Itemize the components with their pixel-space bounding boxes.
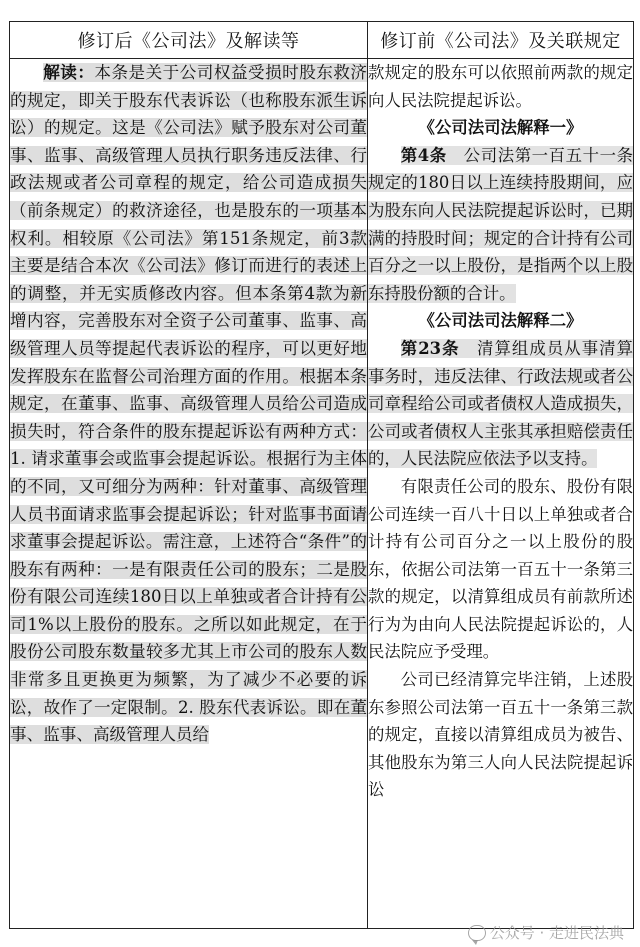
article-23-paragraph-2: 有限责任公司的股东、股份有限公司连续一百八十日以上单独或者合计持有公司百分之一以上股份的股东，依据公司法第一百五十一条第三款的规定，以清算组成员有前款所述行为为由向人民法院提起诉讼的，人民法院应予受理。 xyxy=(368,476,633,662)
article-23-text: 清算组成员从事清算事务时，违反法律、行政法规或者公司章程给公司或者债权人造成损失，公司或者债权人主张其承担赔偿责任的，人民法院应依法予以支持。 xyxy=(368,338,634,469)
watermark-text: 公众号 · 走进民法典 xyxy=(489,924,624,942)
header-row xyxy=(10,22,634,59)
article-23-number: 第23条 xyxy=(400,338,460,358)
interpretation-label: 解读 xyxy=(43,62,78,82)
chat-bubble-icon xyxy=(468,925,486,941)
left-column xyxy=(10,59,368,929)
right-column xyxy=(368,59,634,929)
article-continuation: 款规定的股东可以依照前两款的规定向人民法院提起诉讼。 xyxy=(368,63,633,110)
article-23 xyxy=(368,335,633,473)
header-left: 修订后《公司法》及解读等 xyxy=(10,22,368,59)
interpretation-text: 本条是关于公司权益受损时股东救济的规定，即关于股东代表诉讼（也称股东派生诉讼）的规定。这是《公司法》赋予股东对公司董事、监事、高级管理人员执行职务违反法律、行政法规或者公司章程的规定，给公司造成损失（前条规定）的救济途径，也是股东的一项基本权利。相较原《公司法》第151条规定，前3款主要是结合本次《公司法》修订而进行的表述上的调整，并无实质修改内容。但本条第4款为新增内容，完善股东对全资子公司董事、监事、高级管理人员等提起代表诉讼的程序，可以更好地发挥股东在监督公司治理方面的作用。根据本条规定，在董事、监事、高级管理人员给公司造成损失时，符合条件的股东提起诉讼有两种方式：1. 请求董事会或监事会提起诉讼。根据行为主体的不同，又可细分为两种：针对董事、高级管理人员书面请求监事会提起诉讼；针对监事书面请求董事会提起诉讼。需注意，上述符合“条件”的股东有两种：一是有限责任公司的股东；二是股份有限公司连续180日以上单独或者合计持有公司1%以上股份的股东。之所以如此规定，在于股份公司股东数量较多尤其上市公司的股东人数非常多且更换更为频繁，为了减少不必要的诉讼，故作了一定限制。2. 股东代表诉讼。即在董事、监事、高级管理人员给 xyxy=(10,63,368,745)
watermark xyxy=(468,922,624,943)
header-right: 修订前《公司法》及关联规定 xyxy=(368,22,634,59)
interpretation-colon: ： xyxy=(77,62,95,82)
article-4 xyxy=(368,142,633,308)
article-4-text: 公司法第一百五十一条规定的180日以上连续持股期间，应为股东向人民法院提起诉讼时，已期满的持股时间；规定的合计持有公司百分之一以上股份，是指两个以上股东持股份额的合计。 xyxy=(368,145,633,303)
interpretation-paragraph xyxy=(10,59,367,749)
content-row xyxy=(10,59,634,929)
comparison-table xyxy=(9,21,634,929)
article-4-number: 第4条 xyxy=(400,145,447,165)
section-title-interpretation-one: 《公司法司法解释一》 xyxy=(418,118,583,138)
article-23-paragraph-3: 公司已经清算完毕注销，上述股东参照公司法第一百五十一条第三款的规定，直接以清算组成员为被告、其他股东为第三人向人民法院提起诉讼 xyxy=(368,670,633,800)
section-title-interpretation-two: 《公司法司法解释二》 xyxy=(418,311,583,331)
